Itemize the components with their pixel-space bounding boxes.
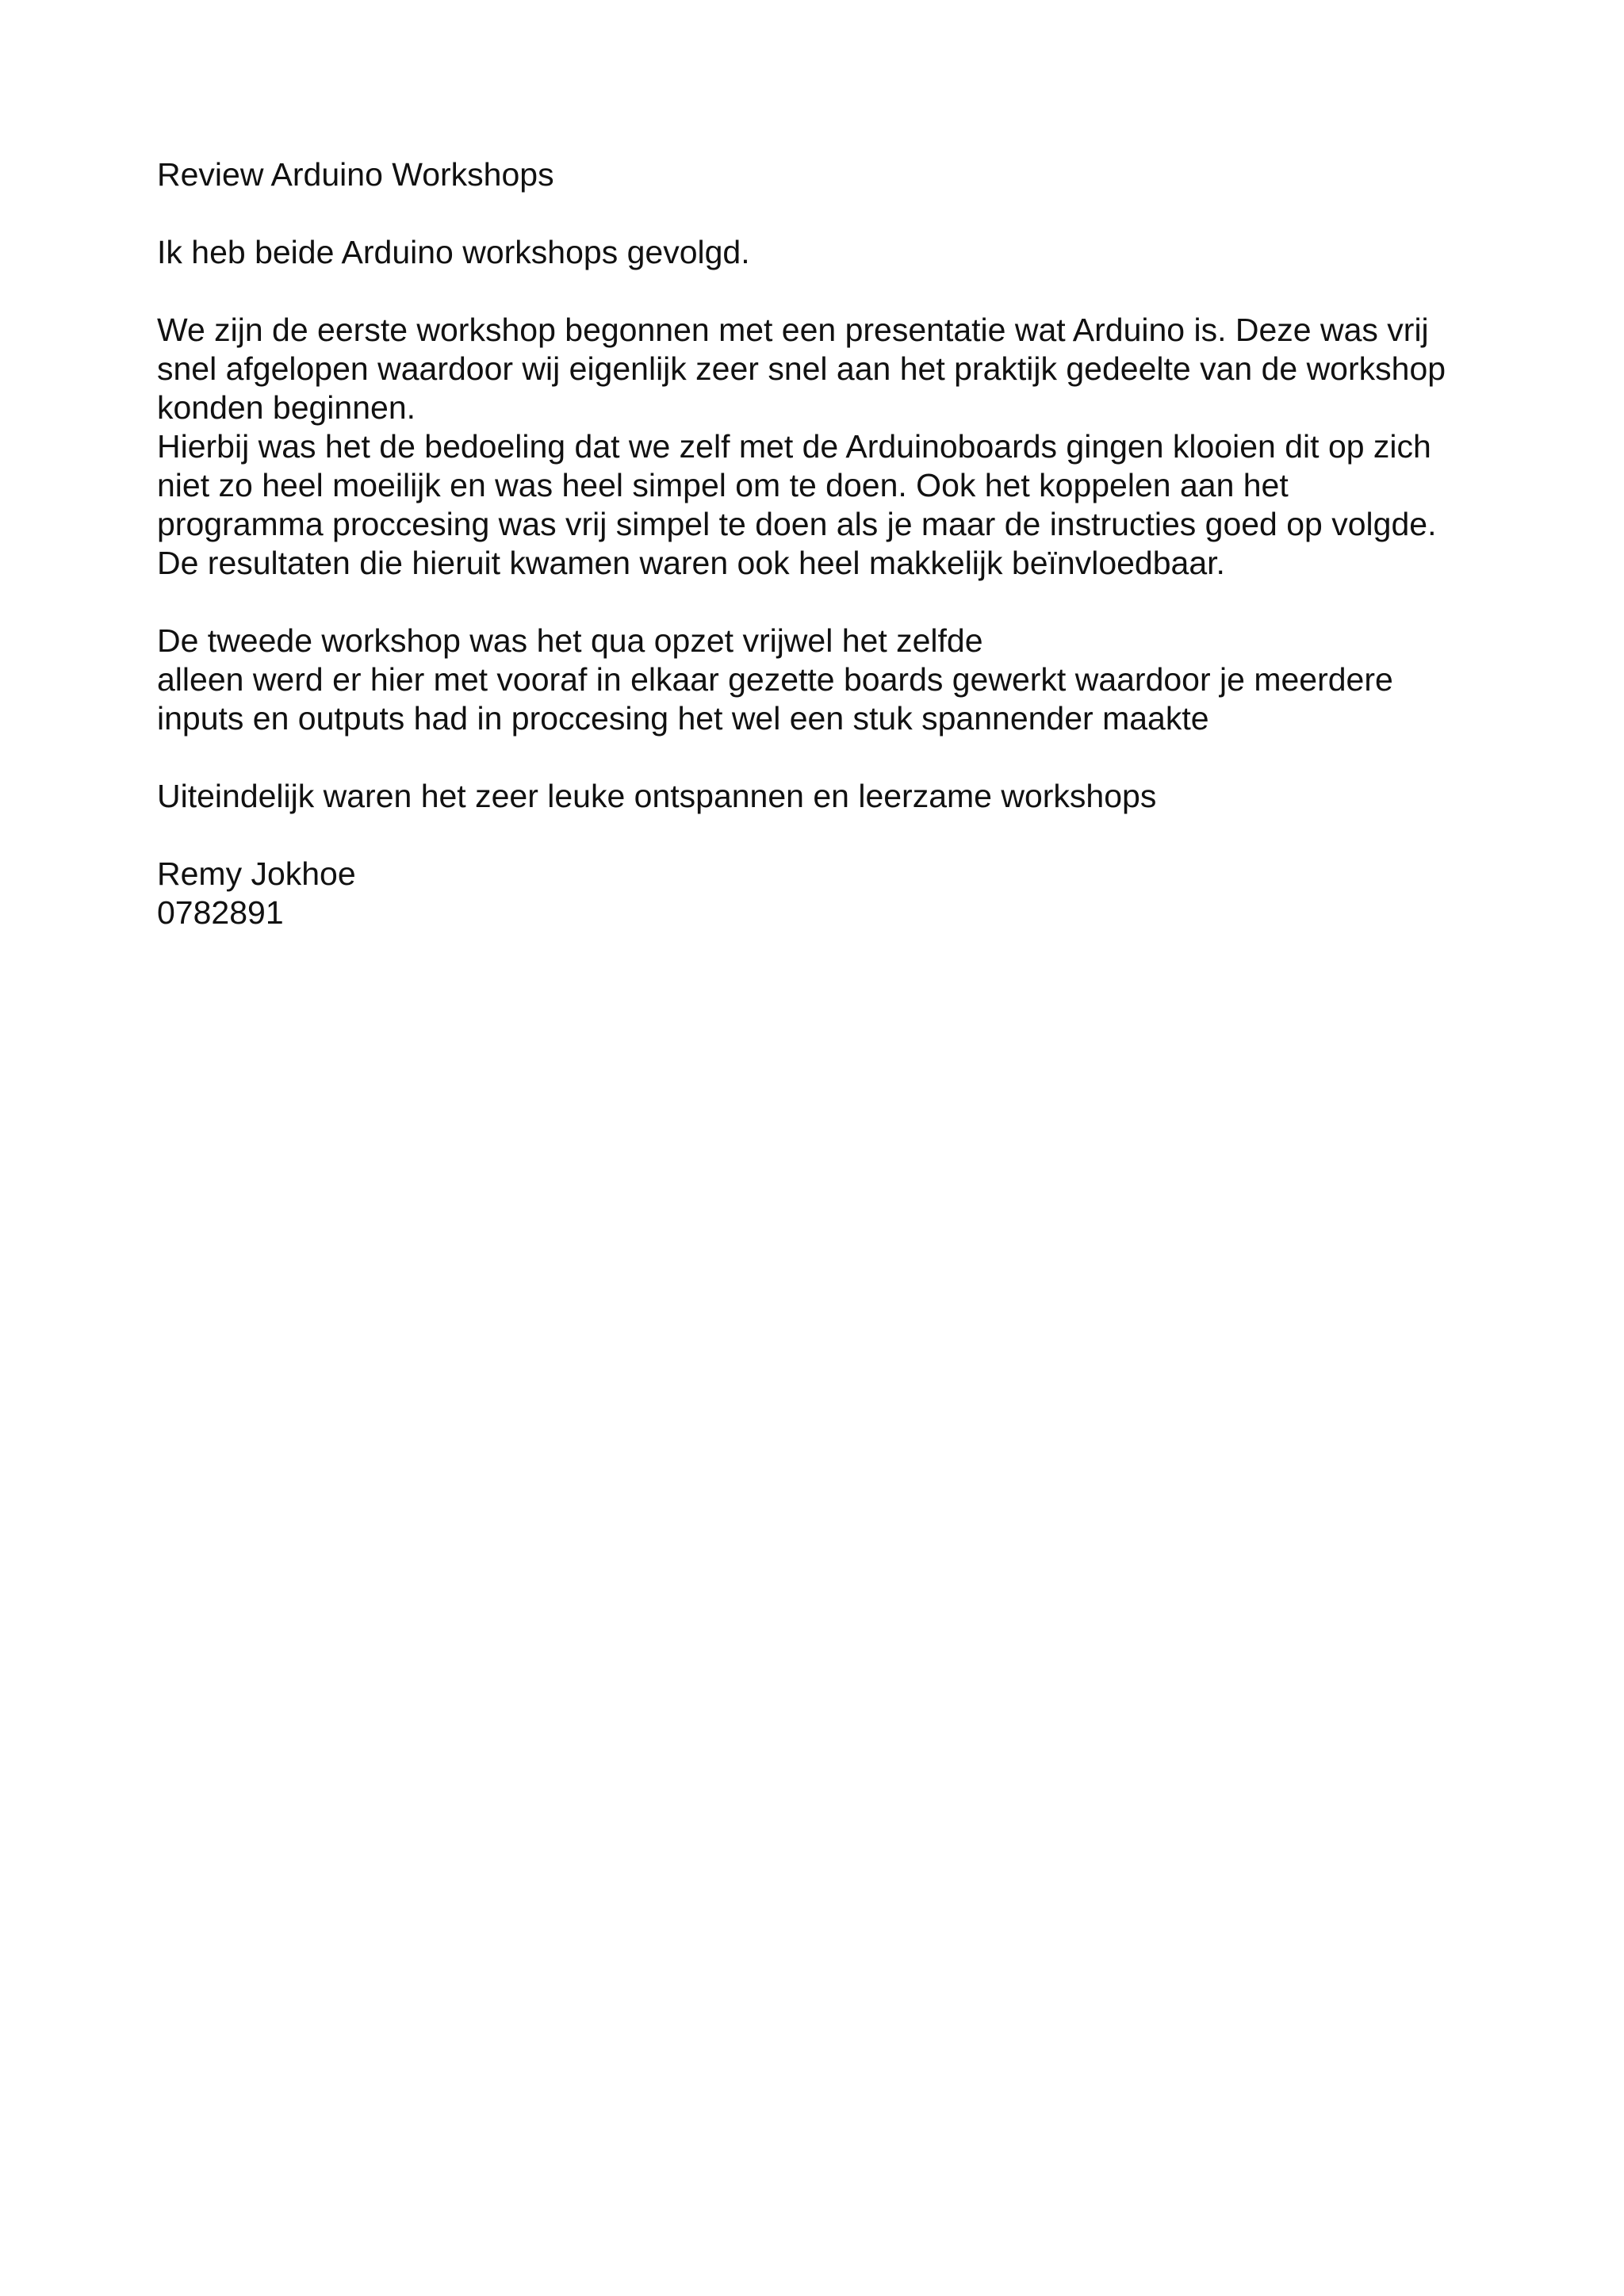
spacer [157,816,1553,855]
paragraph-line: Hierbij was het de bedoeling dat we zelf met de Arduinoboards gingen klooien dit op zich [157,428,1431,465]
spacer [157,583,1553,622]
spacer [157,272,1553,311]
paragraph-line: De resultaten die hieruit kwamen waren ook heel makkelijk beïnvloedbaar. [157,545,1225,581]
paragraph-line: niet zo heel moeilijk en was heel simpel om te doen. Ook het koppelen aan het [157,467,1289,503]
paragraph-line: konden beginnen. [157,389,416,426]
paragraph-line: De tweede workshop was het qua opzet vrijwel het zelfde [157,622,983,659]
paragraph-line: programma proccesing was vrij simpel te doen als je maar de instructies goed op volgde. [157,506,1437,542]
paragraph-line: We zijn de eerste workshop begonnen met een presentatie wat Arduino is. Deze was vrij [157,312,1429,348]
paragraph-line: snel afgelopen waardoor wij eigenlijk zeer snel aan het praktijk gedeelte van de workshop [157,350,1446,387]
conclusion-line: Uiteindelijk waren het zeer leuke ontspannen en leerzame workshops [157,778,1157,814]
spacer [157,194,1553,233]
spacer [157,738,1553,777]
intro-line: Ik heb beide Arduino workshops gevolgd. [157,234,750,270]
document-title: Review Arduino Workshops [157,156,554,193]
author-name: Remy Jokhoe [157,855,356,892]
paragraph-line: inputs en outputs had in proccesing het wel een stuk spannender maakte [157,700,1209,737]
author-number: 0782891 [157,894,284,931]
paragraph-line: alleen werd er hier met vooraf in elkaar gezette boards gewerkt waardoor je meerdere [157,661,1393,698]
document-body [157,155,1553,932]
